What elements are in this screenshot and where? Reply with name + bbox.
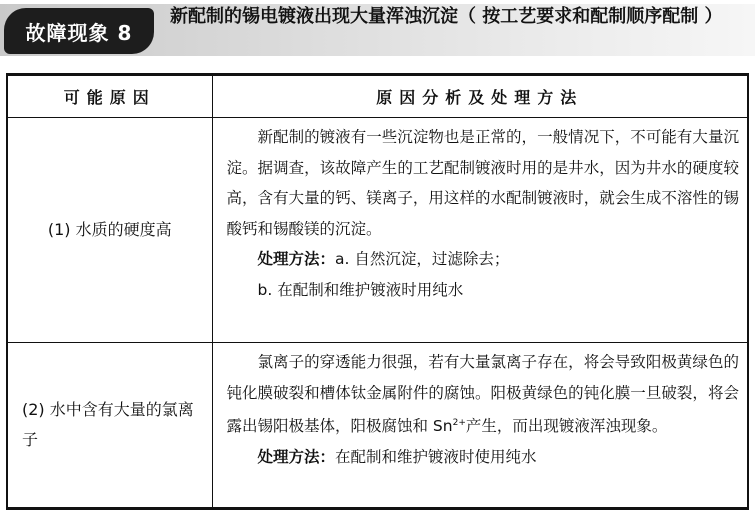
method-label: 处理方法： <box>257 250 336 268</box>
table-row <box>7 118 748 343</box>
analysis-text-part2: 产生，而出现镀液浑浊现象。 <box>465 417 668 436</box>
table-row <box>7 343 748 509</box>
cause-text: (2) 水中含有大量的氯离子 <box>22 400 194 449</box>
fault-title: 新配制的锡电镀液出现大量浑浊沉淀（ 按工艺要求和配制顺序配制 ） <box>170 6 723 27</box>
method-text: 在配制和维护镀液时使用纯水 <box>335 447 537 466</box>
cause-cell <box>7 343 212 509</box>
analysis-cell <box>212 343 748 509</box>
table-header-row <box>7 75 748 118</box>
col-header-analysis: 原因分析及处理方法 <box>212 75 748 118</box>
analysis-text <box>227 347 740 442</box>
method-b-text: b. 在配制和维护镀液时用纯水 <box>257 280 464 299</box>
charge-superscript: 2+ <box>452 418 466 428</box>
fault-tag: 故障现象 8 <box>4 8 154 54</box>
header <box>0 0 755 60</box>
analysis-text-part1: 氯离子的穿透能力很强，若有大量氯离子存在，将会导致阳极黄绿色的钝化膜破裂和槽体钛金属附件的腐蚀。阳极黄绿色的钝化膜一旦破裂，将会露出锡阳极基体，阳极腐蚀和 Sn <box>226 353 739 436</box>
method-a-text: a. 自然沉淀，过滤除去； <box>335 250 510 268</box>
cause-cell <box>7 118 212 343</box>
analysis-text: 新配制的镀液有一些沉淀物也是正常的，一般情况下，不可能有大量沉淀。据调查，该故障产生的工艺配制镀液时用的是井水，因为井水的硬度较高，含有大量的钙、镁离子，用这样的水配制镀液时，就会生成不溶性的锡酸钙和锡酸镁的沉淀。 <box>226 128 739 238</box>
method-label: 处理方法： <box>257 447 336 466</box>
method-line-a <box>227 244 740 275</box>
cause-text: (1) 水质的硬度高 <box>47 220 172 239</box>
method-line <box>227 442 740 473</box>
col-header-cause: 可能原因 <box>7 75 212 118</box>
fault-table <box>6 73 749 510</box>
analysis-cell <box>212 118 748 343</box>
